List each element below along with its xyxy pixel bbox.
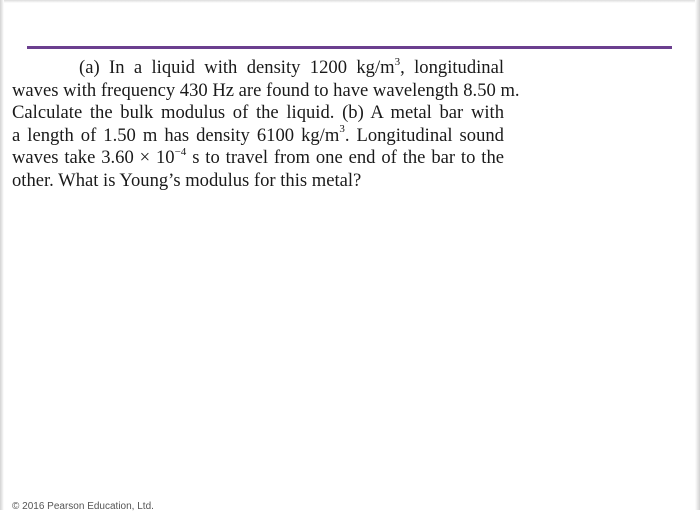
problem-text-run: , longitudinal xyxy=(400,57,505,78)
superscript: 3 xyxy=(394,55,401,68)
page-edge-right xyxy=(695,0,700,510)
problem-text-run: waves take 3.60 × 10 xyxy=(12,147,175,168)
section-rule xyxy=(27,46,672,49)
problem-line xyxy=(12,147,504,170)
problem-text-run: other. What is Young’s modulus for this metal? xyxy=(12,169,362,191)
problem-text-run: s to travel from one end of the bar to the xyxy=(186,147,504,168)
page-edge-top xyxy=(0,0,700,3)
problem-text-run: waves with frequency 430 Hz are found to have wavelength 8.50 m. xyxy=(12,79,520,101)
page-edge-left xyxy=(0,0,4,510)
problem-line xyxy=(12,57,504,80)
problem-line xyxy=(12,79,520,103)
problem-text-run: Calculate the bulk modulus of the liquid. (b) A metal bar with xyxy=(12,102,504,123)
problem-line xyxy=(12,102,504,125)
problem-text-run: (a) In a liquid with density 1200 kg/m xyxy=(79,57,395,78)
superscript: −4 xyxy=(174,145,187,158)
copyright-notice: © 2016 Pearson Education, Ltd. xyxy=(12,501,154,512)
problem-text-run: . Longitudinal sound xyxy=(344,124,504,146)
superscript: 3 xyxy=(339,123,345,136)
problem-text xyxy=(12,55,520,192)
problem-line xyxy=(12,170,504,193)
problem-text-run: a length of 1.50 m has density 6100 kg/m xyxy=(12,124,340,146)
problem-line xyxy=(12,125,504,148)
